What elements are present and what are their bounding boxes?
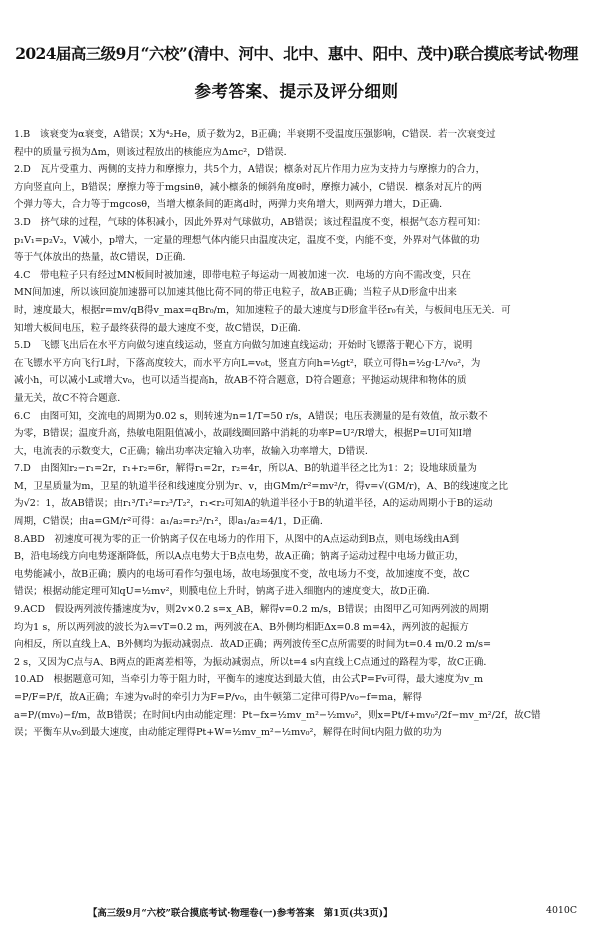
answer-item-7 xyxy=(14,460,582,530)
answer-item-4 xyxy=(14,267,582,337)
answer-line: 7.D 由图知r₂−r₁=2r，r₁+r₂=6r，解得r₁=2r，r₂=4r，所以A、B的轨道半径之比为1：2；设地球质量为 xyxy=(14,463,477,475)
answer-line: 2 s，又因为C点与A、B两点的距离差相等，为振动减弱点，所以t=4 s内直线上C点通过的路程为零，故C正确． xyxy=(14,656,493,668)
answer-line: 10.AD 根据题意可知，当牵引力等于阻力时，平衡车的速度达到最大值，由公式P=Fv可得，最大速度为v_m xyxy=(14,674,484,686)
answer-line: 5.D 飞镖飞出后在水平方向做匀速直线运动，竖直方向做匀加速直线运动；开始时飞镖落于靶心下方，说明 xyxy=(14,340,473,352)
answer-item-10 xyxy=(14,671,582,741)
answer-line: 2.D 瓦片受重力、两侧的支持力和摩擦力，共5个力，A错误；檩条对瓦片作用力应为支持力与摩擦力的合力， xyxy=(14,164,486,176)
footer-text: 【高三级9月“六校”联合摸底考试·物理卷(一)参考答案 第1页(共3页)】 xyxy=(88,908,393,919)
answer-line: 为√2：1，故AB错误；由r₁³/T₁²=r₂³/T₂²，r₁<r₂可知A的轨道半径小于B的轨道半径，A的运动周期小于B的运动 xyxy=(14,498,493,510)
answer-line: 程中的质量亏损为Δm，则该过程放出的核能应为Δmc²，D错误． xyxy=(14,146,294,158)
answer-line: =P/F=P/f，故A正确；车速为v₀时的牵引力为F=P/v₀，由牛顿第二定律可得P/v₀−f=ma，解得 xyxy=(14,692,422,703)
answer-item-3 xyxy=(14,214,582,267)
answer-line: 知增大板间电压，粒子最终获得的最大速度不变，故C错误，D正确． xyxy=(14,322,308,334)
answer-line: a=P/(mv₀)−f/m，故B错误；在时间t内由动能定理：Pt−fx=½mv_m²−½mv₀²，则x=Pt/f+mv₀²/2f−mv_m²/2f，故C错 xyxy=(14,709,541,721)
answer-line: 9.ACD 假设两列波传播速度为v，则2v×0.2 s=x_AB，解得v=0.2 m/s，B错误；由图甲乙可知两列波的周期 xyxy=(14,604,489,616)
answer-item-2 xyxy=(14,161,582,214)
answer-item-8 xyxy=(14,531,582,601)
answer-line: 为零，B错误；温度升高，热敏电阻阻值减小，故副线圈回路中消耗的功率P=U²/R增大，根据P=UI可知I增 xyxy=(14,428,472,440)
answer-line: 电势能减小，故B正确；膜内的电场可看作匀强电场，故电场强度不变，故电场力不变，故加速度不变，故C xyxy=(14,568,470,580)
answer-line: M，卫星质量为m，卫星的轨道半径和线速度分别为r、v，由GMm/r²=mv²/r，得v=√(GM/r)，A、B的线速度之比 xyxy=(14,480,508,492)
answer-line: 误；平衡车从v₀到最大速度，由动能定理得Pt+W=½mv_m²−½mv₀²，解得在时间t内阻力做的功为 xyxy=(14,727,442,739)
answer-list xyxy=(14,126,582,742)
answer-line: 周期，C错误；由a=GM/r²可得：a₁/a₂=r₂²/r₁²，即a₁/a₂=4/1，D正确． xyxy=(14,516,330,528)
answer-line: 大，电流表的示数变大，C正确；输出功率决定输入功率，故输入功率增大，D错误． xyxy=(14,445,375,457)
answer-line: 均为1 s，所以两列波的波长为λ=vT=0.2 m，两列波在A、B外侧均相距Δx=0.8 m=4λ，两列波的起振方 xyxy=(14,621,469,633)
answer-line: 1.B 该衰变为α衰变，A错误；X为⁴₂He，质子数为2，B正确；半衰期不受温度压强影响，C错误．若一次衰变过 xyxy=(14,129,496,140)
answer-line: 减小h，可以减小L或增大v₀，也可以适当提高h，故AB不符合题意，D符合题意；平抛运动规律和物体的质 xyxy=(14,375,467,387)
answer-line: 方向竖直向上，B错误；摩擦力等于mgsinθ，减小檩条的倾斜角度θ时，摩擦力减小，C错误．檩条对瓦片的两 xyxy=(14,181,482,193)
answer-line: 时，速度最大，根据r=mv/qB得v_max=qBr₀/m，知加速粒子的最大速度与D形盒半径r₀有关，与板间电压无关．可 xyxy=(14,304,511,316)
page-subtitle: 参考答案、提示及评分细则 xyxy=(194,82,399,101)
answer-line: 个弹力等大，合力等于mgcosθ，当增大檩条间的距离d时，两弹力夹角增大，则两弹力增大，D正确． xyxy=(14,199,449,211)
answer-line: 量无关，故C不符合题意． xyxy=(14,392,127,404)
answer-item-9 xyxy=(14,601,582,671)
answer-line: 4.C 带电粒子只有经过MN板间时被加速，即带电粒子每运动一周被加速一次．电场的方向不需改变，只在 xyxy=(14,269,471,281)
answer-line: 向相反，所以直线上A、B外侧均为振动减弱点．故AD正确；两列波传至C点所需要的时间为t=0.4 m/0.2 m/s= xyxy=(14,639,492,651)
answer-line: B，沿电场线方向电势逐渐降低，所以A点电势大于B点电势，故A正确；钠离子运动过程中电场力做正功， xyxy=(14,551,465,563)
answer-line: 8.ABD 初速度可视为零的正一价钠离子仅在电场力的作用下，从图中的A点运动到B点，则电场线由A到 xyxy=(14,533,460,545)
answer-line: 错误；根据动能定理可知qU=½mv²，则膜电位上升时，钠离子进入细胞内的速度变大，故D正确． xyxy=(14,586,437,598)
answer-line: p₁V₁=p₂V₂，V减小，p增大，一定量的理想气体内能只由温度决定，温度不变，内能不变，外界对气体做的功 xyxy=(14,234,480,246)
answer-line: 在飞镖水平方向飞行L时，下落高度较大，而水平方向L=v₀t，竖直方向h=½gt²，联立可得h=½g·L²/v₀²，为 xyxy=(14,357,481,369)
answer-item-6 xyxy=(14,408,582,461)
answer-line: 3.D 挤气球的过程，气球的体积减小，因此外界对气球做功，AB错误；该过程温度不变，根据气态方程可知： xyxy=(14,216,487,228)
paper-code: 4010C xyxy=(546,905,578,916)
answer-line: 6.C 由图可知，交流电的周期为0.02 s，则转速为n=1/T=50 r/s，A错误；电压表测量的是有效值，故示数不 xyxy=(14,410,488,422)
answer-item-1 xyxy=(14,126,582,161)
answer-line: MN间加速，所以该回旋加速器可以加速其他比荷不同的带正电粒子，故AB正确；当粒子从D形盒中出来 xyxy=(14,287,457,299)
answer-line: 等于气体放出的热量，故C错误，D正确． xyxy=(14,252,193,264)
answer-item-5 xyxy=(14,337,582,407)
exam-title: 2024届高三级9月“六校”(清中、河中、北中、惠中、阳中、茂中)联合摸底考试·物理 xyxy=(15,44,578,63)
